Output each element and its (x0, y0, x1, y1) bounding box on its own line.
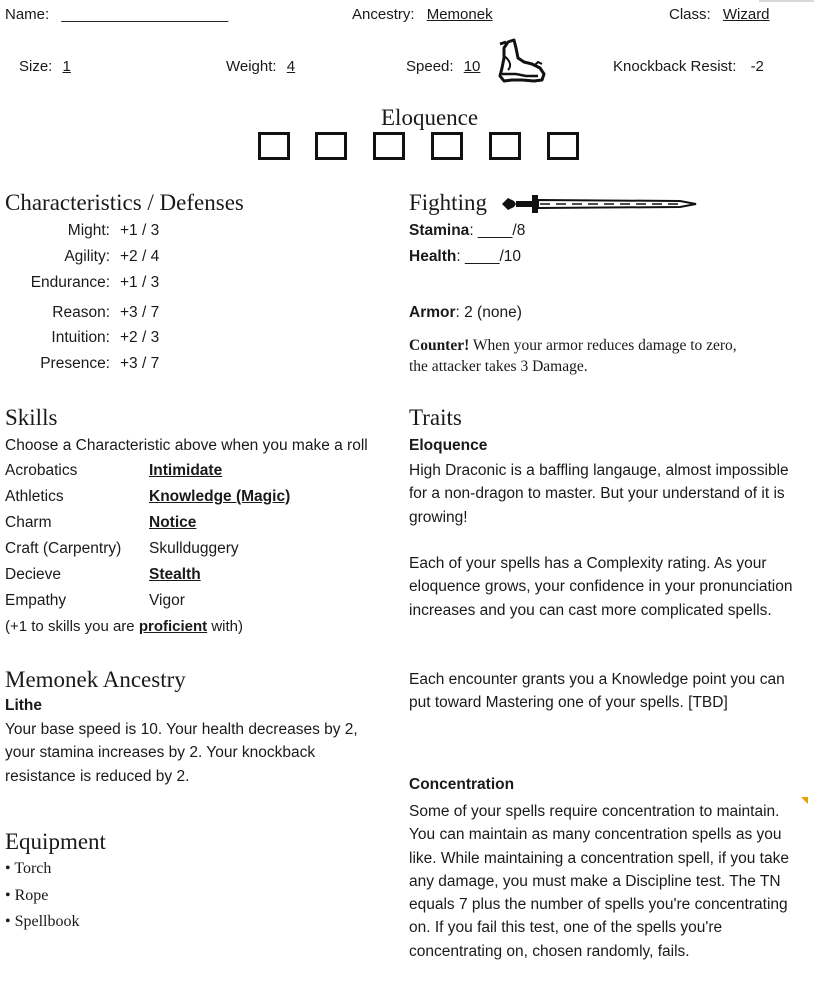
characteristic-reason (0, 304, 200, 328)
skill-empathy: Empathy (5, 592, 67, 609)
char-value: +3 / 7 (120, 304, 160, 321)
footnote-proficient: proficient (138, 618, 208, 635)
eloquence-title: Eloquence (381, 105, 479, 130)
equipment-item: • Torch (5, 860, 52, 877)
counter-ability (409, 335, 737, 377)
trait-eloquence-p3: Each encounter grants you a Knowledge point you can put toward Mastering one of your spells. [TBD] (409, 671, 785, 712)
health-value: : ____/10 (456, 248, 522, 265)
stamina-field[interactable] (409, 222, 525, 240)
stamina-value: : ____/8 (469, 222, 526, 239)
characteristics-title: Characteristics / Defenses (5, 190, 244, 215)
eloquence-checkbox[interactable] (373, 132, 405, 160)
name-blank: ____________________ (61, 6, 229, 23)
fighting-title: Fighting (409, 190, 487, 215)
equipment-title: Equipment (5, 829, 106, 854)
ancestry-value: Memonek (426, 6, 493, 23)
trait-eloquence-p1: High Draconic is a baffling langauge, almost impossible for a non-dragon to master. But your understand of it is growing! (409, 462, 789, 526)
class-value: Wizard (722, 6, 770, 23)
trait-eloquence-name: Eloquence (409, 437, 488, 454)
size-label: Size: (19, 58, 53, 75)
stamina-label: Stamina (409, 222, 470, 239)
eloquence-checkbox[interactable] (315, 132, 347, 160)
counter-text: When your armor reduces damage to zero, (469, 337, 737, 354)
ancestry-trait-text: Your base speed is 10. Your health decreases by 2, your stamina increases by 2. Your knockback resistance is reduced by 2. (5, 721, 358, 785)
skill-knowledge: Knowledge (Magic) (149, 488, 291, 505)
class-field (669, 6, 770, 23)
char-label: Presence: (40, 355, 110, 372)
name-label: Name: (5, 6, 50, 23)
char-label: Might: (67, 222, 110, 239)
char-value: +3 / 7 (120, 355, 160, 372)
speed-value: 10 (463, 58, 481, 75)
skill-notice: Notice (149, 514, 197, 531)
characteristic-endurance (0, 274, 200, 298)
skill-decieve: Decieve (5, 566, 61, 583)
eloquence-checkbox[interactable] (258, 132, 290, 160)
trait-concentration-name: Concentration (409, 776, 515, 793)
skill-stealth: Stealth (149, 566, 201, 583)
knockback-value: -2 (750, 58, 764, 75)
char-value: +2 / 3 (120, 329, 160, 346)
speed-label: Speed: (406, 58, 454, 75)
speed-field (406, 58, 480, 75)
knockback-label: Knockback Resist: (613, 58, 737, 75)
char-value: +1 / 3 (120, 274, 160, 291)
skill-skullduggery: Skullduggery (149, 540, 239, 557)
armor-field (409, 304, 522, 322)
comment-marker-icon[interactable] (801, 797, 808, 804)
char-label: Reason: (52, 304, 110, 321)
armor-value: : 2 (none) (455, 304, 522, 321)
top-edge-bar (759, 0, 814, 2)
footnote-pre: (+1 to skills you are (5, 618, 139, 635)
size-value: 1 (62, 58, 71, 75)
ancestry-field (352, 6, 493, 23)
characteristic-agility (0, 248, 200, 272)
eloquence-checkbox[interactable] (431, 132, 463, 160)
equipment-item: • Rope (5, 887, 49, 904)
class-label: Class: (669, 6, 711, 23)
char-value: +1 / 3 (120, 222, 160, 239)
characteristic-presence (0, 355, 200, 379)
trait-eloquence-p2: Each of your spells has a Complexity rating. As your eloquence grows, your confidence in your pronunciation increases and you can cast more complicated spells. (409, 555, 793, 619)
char-label: Intuition: (51, 329, 110, 346)
char-label: Endurance: (30, 274, 110, 291)
armor-label: Armor (409, 304, 456, 321)
char-label: Agility: (64, 248, 110, 265)
counter-text-line2: the attacker takes 3 Damage. (409, 358, 588, 375)
skill-vigor: Vigor (149, 592, 185, 609)
weight-label: Weight: (226, 58, 277, 75)
char-value: +2 / 4 (120, 248, 160, 265)
skills-title: Skills (5, 405, 58, 430)
ancestry-label: Ancestry: (352, 6, 415, 23)
skills-subtitle: Choose a Characteristic above when you make a roll (5, 437, 368, 454)
traits-title: Traits (409, 405, 462, 430)
characteristic-might (0, 222, 200, 246)
size-field (19, 58, 71, 75)
skill-athletics: Athletics (5, 488, 64, 505)
boot-icon (494, 38, 548, 84)
skill-charm: Charm (5, 514, 52, 531)
skills-footnote (5, 618, 243, 635)
skill-acrobatics: Acrobatics (5, 462, 78, 479)
skill-intimidate: Intimidate (149, 462, 223, 479)
trait-concentration-text: Some of your spells require concentration to maintain. You can maintain as many concentration spells as you like. While maintaining a concentration spell, if you take any damage, you must make a Discipline test. The TN equals 7 plus the number of spells you're concentrating on. If you fail this test, one of the spells you're concentrating on, chosen randomly, fails. (409, 803, 789, 960)
sword-icon (500, 193, 698, 215)
footnote-post: with) (207, 618, 243, 635)
ancestry-trait-name: Lithe (5, 697, 43, 714)
health-label: Health (409, 248, 457, 265)
skill-craft: Craft (Carpentry) (5, 540, 122, 557)
knockback-field (613, 58, 764, 75)
ancestry-section-title: Memonek Ancestry (5, 667, 186, 692)
characteristic-intuition (0, 329, 200, 353)
eloquence-checkbox[interactable] (489, 132, 521, 160)
health-field[interactable] (409, 248, 521, 266)
counter-label: Counter! (409, 337, 470, 354)
weight-value: 4 (286, 58, 296, 75)
name-field[interactable] (5, 6, 228, 23)
weight-field (226, 58, 295, 75)
equipment-item: • Spellbook (5, 913, 80, 930)
eloquence-checkbox[interactable] (547, 132, 579, 160)
